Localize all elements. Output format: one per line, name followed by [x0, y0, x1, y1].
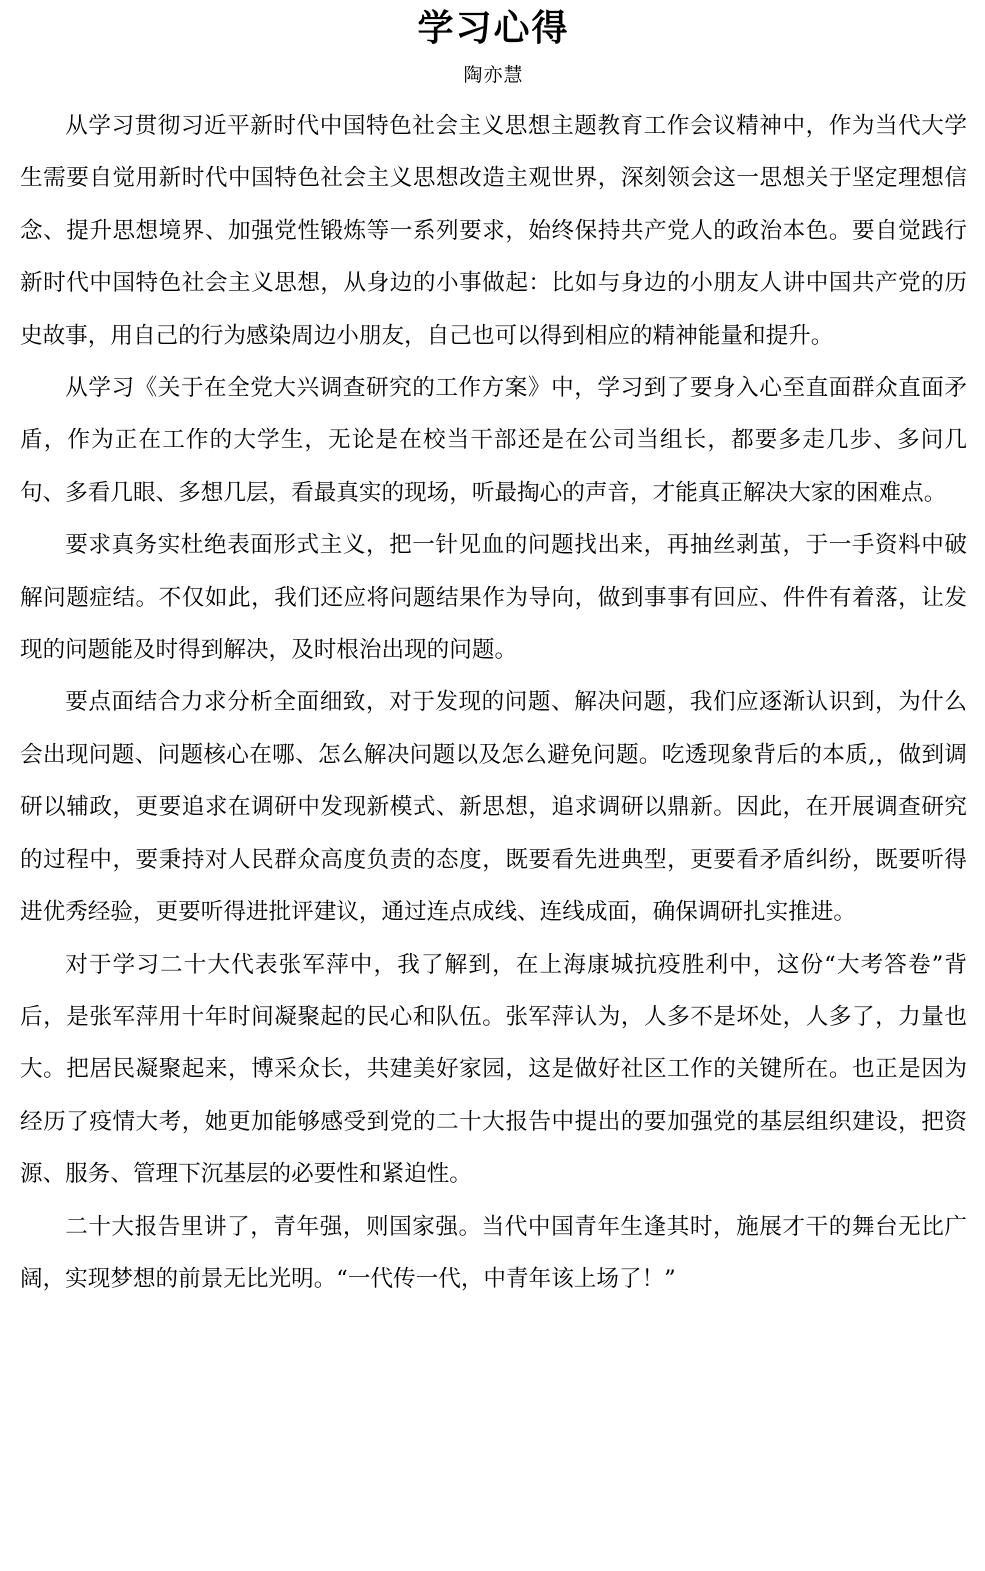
body-paragraph: 要点面结合力求分析全面细致，对于发现的问题、解决问题，我们应逐渐认识到，为什么会出现问题、问题核心在哪、怎么解决问题以及怎么避免问题。吃透现象背后的本质,，做到调研以辅政，更要追求在调研中发现新模式、新思想，追求调研以鼎新。因此，在开展调查研究的过程中，要秉持对人民群众高度负责的态度，既要看先进典型，更要看矛盾纠纷，既要听得进优秀经验，更要听得进批评建议，通过连点成线、连线成面，确保调研扎实推进。	[20, 689, 967, 926]
document-body	[20, 100, 967, 1305]
body-paragraph: 二十大报告里讲了，青年强，则国家强。当代中国青年生逢其时，施展才干的舞台无比广阔，实现梦想的前景无比光明。“一代传一代，中青年该上场了！”	[20, 1213, 967, 1292]
document-author: 陶亦慧	[463, 64, 524, 86]
body-paragraph: 对于学习二十大代表张军萍中，我了解到，在上海康城抗疫胜利中，这份“大考答卷”背后，是张军萍用十年时间凝聚起的民心和队伍。张军萍认为，人多不是坏处，人多了，力量也大。把居民凝聚起来，博采众长，共建美好家园，这是做好社区工作的关键所在。也正是因为经历了疫情大考，她更加能够感受到党的二十大报告中提出的要加强党的基层组织建设，把资源、服务、管理下沉基层的必要性和紧迫性。	[20, 951, 967, 1188]
body-paragraph: 要求真务实杜绝表面形式主义，把一针见血的问题找出来，再抽丝剥茧，于一手资料中破解问题症结。不仅如此，我们还应将问题结果作为导向，做到事事有回应、件件有着落，让发现的问题能及时得到解决，及时根治出现的问题。	[20, 532, 967, 664]
body-paragraph: 从学习《关于在全党大兴调查研究的工作方案》中，学习到了要身入心至直面群众直面矛盾，作为正在工作的大学生，无论是在校当干部还是在公司当组长，都要多走几步、多问几句、多看几眼、多想几层，看最真实的现场，听最掏心的声音，才能真正解决大家的困难点。	[20, 375, 967, 506]
body-paragraph: 从学习贯彻习近平新时代中国特色社会主义思想主题教育工作会议精神中，作为当代大学生需要自觉用新时代中国特色社会主义思想改造主观世界，深刻领会这一思想关于坚定理想信念、提升思想境界、加强党性锻炼等一系列要求，始终保持共产党人的政治本色。要自觉践行新时代中国特色社会主义思想，从身边的小事做起：比如与身边的小朋友人讲中国共产党的历史故事，用自己的行为感染周边小朋友，自己也可以得到相应的精神能量和提升。	[20, 113, 967, 349]
document-title: 学习心得	[417, 8, 570, 49]
